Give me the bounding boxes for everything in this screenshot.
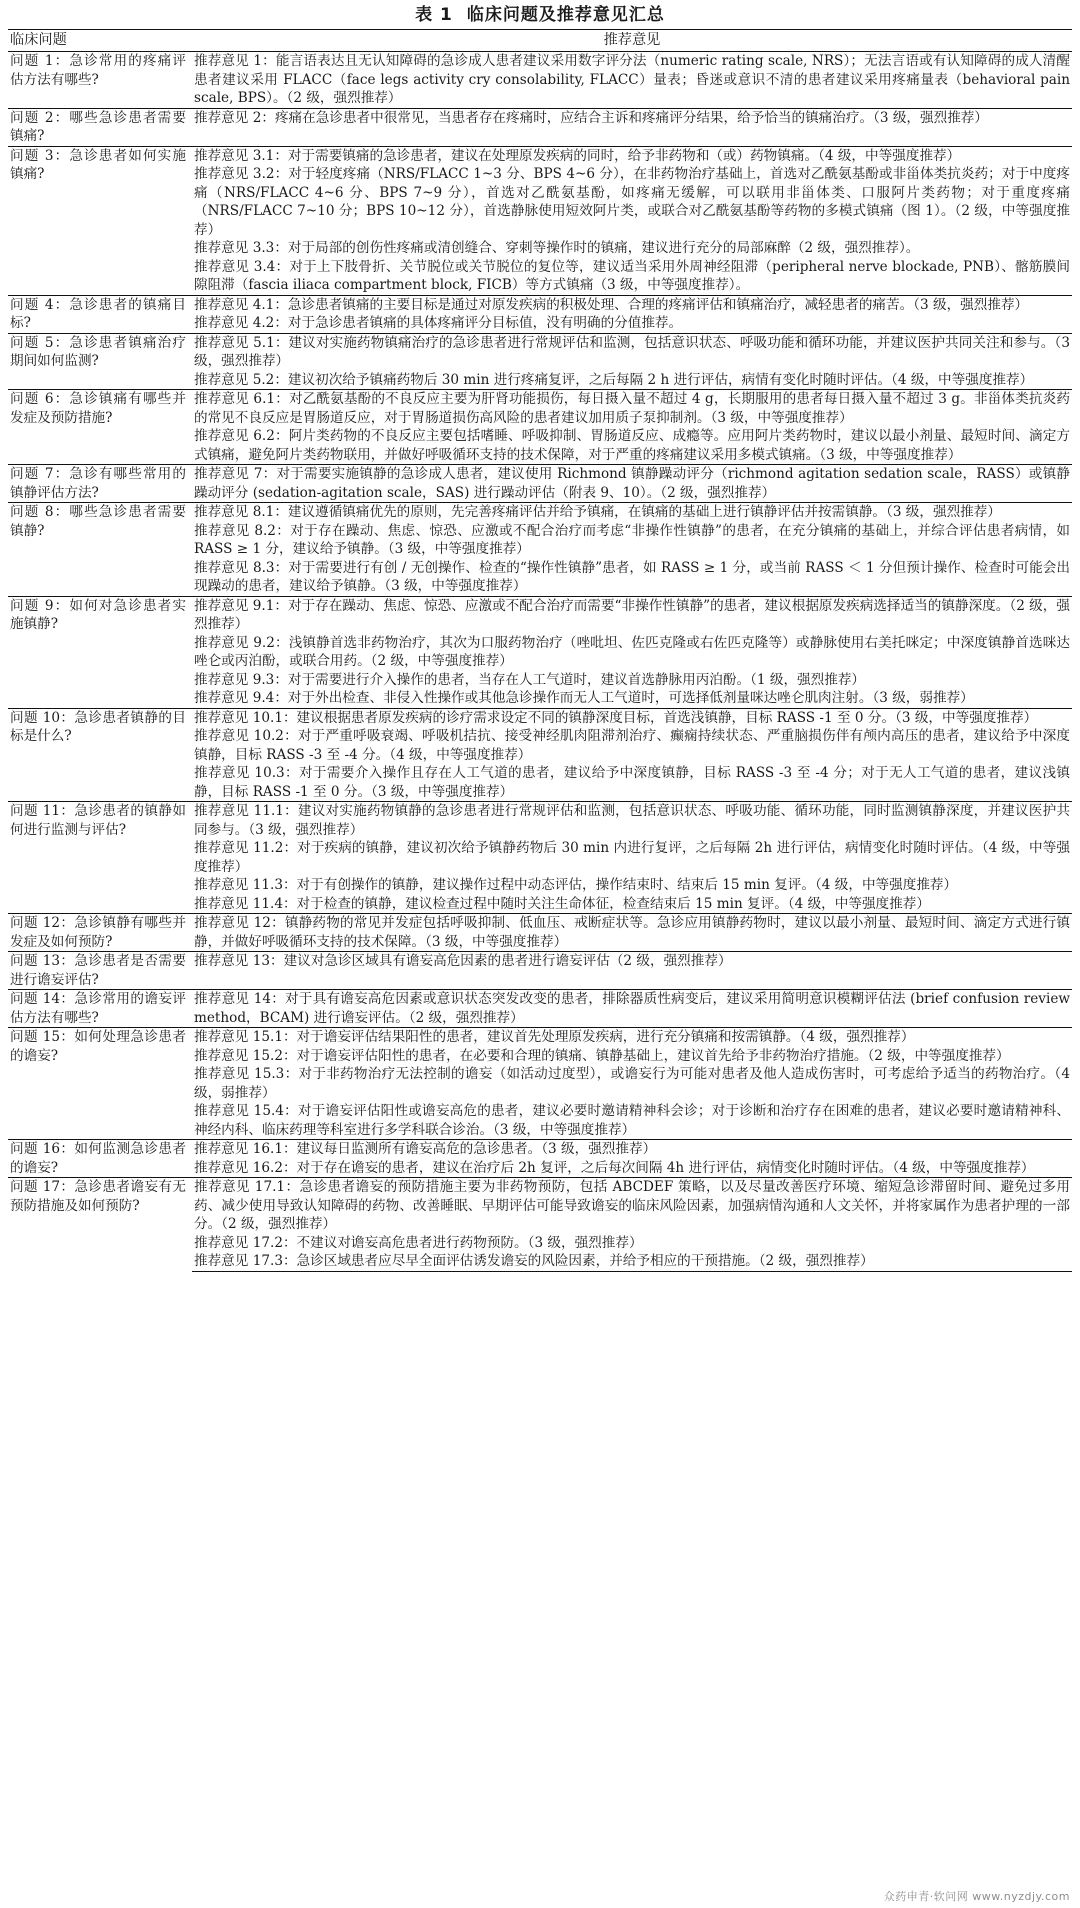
recommendation-cell: 推荐意见 15.2：对于谵妄评估阳性的患者，在必要和合理的镇痛、镇静基础上，建议首先给予非药物治疗措施。（2 级，中等强度推荐）	[194, 1047, 1010, 1064]
question-cell: 问题 12：急诊镇静有哪些并发症及如何预防?	[8, 914, 192, 952]
recommendation-table	[8, 29, 1072, 1272]
recommendation-cell: 推荐意见 3.1：对于需要镇痛的急诊患者，建议在处理原发疾病的同时，给予非药物和（或）药物镇痛。（4 级，中等强度推荐）	[192, 146, 1072, 165]
recommendation-cell: 推荐意见 4.1：急诊患者镇痛的主要目标是通过对原发疾病的积极处理、合理的疼痛评估和镇痛治疗，减轻患者的痛苦。（3 级，强烈推荐）	[192, 295, 1072, 314]
recommendation-cell: 推荐意见 3.2：对于轻度疼痛（NRS/FLACC 1~3 分、BPS 4~6 分），在非药物治疗基础上，首选对乙酰氨基酚或非甾体类抗炎药；对于中度疼痛（NRS/FLACC 4~6 分、BPS 7~9 分），首选对乙酰氨基酚，如疼痛无缓解，可以联用非甾体类、口服阿片类药物；对于重度疼痛（NRS/FLACC 7~10 分；BPS 10~12 分），首选静脉使用短效阿片类，或联合对乙酰氨基酚等药物的多模式镇痛（图 1）。（2 级，中等强度推荐）	[194, 166, 1070, 238]
recommendation-cell: 推荐意见 12：镇静药物的常见并发症包括呼吸抑制、低血压、戒断症状等。急诊应用镇静药物时，建议以最小剂量、最短时间、滴定方式进行镇静，并做好呼吸循环支持的技术保障。（3 级，中等强度推荐）	[194, 915, 1070, 950]
table-row	[8, 1028, 1072, 1047]
question-cell: 问题 3：急诊患者如何实施镇痛?	[8, 146, 192, 295]
recommendation-cell: 推荐意见 3.3：对于局部的创伤性疼痛或清创缝合、穿刺等操作时的镇痛，建议进行充分的局部麻醉（2 级，强烈推荐）。	[194, 240, 920, 256]
recommendation-cell: 推荐意见 11.2：对于疾病的镇静，建议初次给予镇静药物后 30 min 内进行复评，之后每隔 2h 进行评估，病情变化时随时评估。（4 级，中等强度推荐）	[194, 840, 1070, 875]
recommendation-cell: 推荐意见 14：对于具有谵妄高危因素或意识状态突发改变的患者，排除器质性病变后，建议采用简明意识模糊评估法 (brief confusion review method，BCAM) 进行谵妄评估。（2 级，强烈推荐）	[194, 991, 1070, 1026]
question-cell: 问题 13：急诊患者是否需要进行谵妄评估?	[8, 952, 192, 990]
table-header-row	[8, 30, 1072, 52]
question-cell: 问题 15：如何处理急诊患者的谵妄?	[8, 1028, 192, 1140]
recommendation-cell: 推荐意见 17.2：不建议对谵妄高危患者进行药物预防。（3 级，强烈推荐）	[194, 1234, 643, 1251]
recommendation-cell: 推荐意见 13：建议对急诊区域具有谵妄高危因素的患者进行谵妄评估（2 级，强烈推荐）	[192, 952, 1072, 990]
table-row	[8, 990, 1072, 1028]
table-row	[8, 952, 1072, 990]
watermark: 众药申青·软问网 www.nyzdjy.com	[883, 1890, 1070, 1903]
recommendation-cell: 推荐意见 15.3：对于非药物治疗无法控制的谵妄（如活动过度型），或谵妄行为可能对患者及他人造成伤害时，可考虑给予适当的药物治疗。（4 级，弱推荐）	[194, 1066, 1070, 1101]
table-row	[8, 1140, 1072, 1159]
table-row	[8, 708, 1072, 727]
question-cell: 问题 17：急诊患者谵妄有无预防措施及如何预防?	[8, 1178, 192, 1272]
table-row	[8, 503, 1072, 522]
question-cell: 问题 6：急诊镇痛有哪些并发症及预防措施?	[8, 390, 192, 465]
recommendation-cell: 推荐意见 10.3：对于需要介入操作且存在人工气道的患者，建议给予中深度镇静，目标 RASS -3 至 -4 分；对于无人工气道的患者，建议浅镇静，目标 RASS -1 至 0 分。（3 级，中等强度推荐）	[194, 765, 1070, 800]
question-cell: 问题 14：急诊常用的谵妄评估方法有哪些?	[8, 990, 192, 1028]
recommendation-cell: 推荐意见 5.1：建议对实施药物镇痛治疗的急诊患者进行常规评估和监测，包括意识状态、呼吸功能和循环功能，并建议医护共同关注和参与。（3 级，强烈推荐）	[194, 334, 1070, 369]
table-number: 表 1	[415, 5, 453, 25]
header-question: 临床问题	[8, 30, 192, 52]
question-cell: 问题 16：如何监测急诊患者的谵妄?	[8, 1140, 192, 1178]
recommendation-cell: 推荐意见 10.1：建议根据患者原发疾病的诊疗需求设定不同的镇静深度目标，首选浅镇静，目标 RASS -1 至 0 分。（3 级，中等强度推荐）	[192, 708, 1072, 727]
recommendation-cell: 推荐意见 11.3：对于有创操作的镇静，建议操作过程中动态评估，操作结束时、结束后 15 min 复评。（4 级，中等强度推荐）	[194, 877, 958, 893]
question-cell: 问题 8：哪些急诊患者需要镇静?	[8, 503, 192, 597]
recommendation-cell: 推荐意见 9.2：浅镇静首选非药物治疗，其次为口服药物治疗（唑吡坦、佐匹克隆或右佐匹克隆等）或静脉使用右美托咪定；中深度镇静首选咪达唑仑或丙泊酚，或联合用药。（2 级，中等强度推荐）	[194, 634, 1070, 669]
recommendation-cell: 推荐意见 9.1：对于存在躁动、焦虑、惊恐、应激或不配合治疗而需要“非操作性镇静”的患者，建议根据原发疾病选择适当的镇静深度。（2 级，强烈推荐）	[194, 597, 1070, 632]
question-cell: 问题 1：急诊常用的疼痛评估方法有哪些?	[8, 52, 192, 109]
recommendation-cell: 推荐意见 9.3：对于需要进行介入操作的患者，当存在人工气道时，建议首选静脉用丙泊酚。（1 级，强烈推荐）	[194, 671, 866, 688]
recommendation-cell: 推荐意见 16.2：对于存在谵妄的患者，建议在治疗后 2h 复评，之后每次间隔 4h 进行评估，病情变化时随时评估。（4 级，中等强度推荐）	[194, 1159, 1035, 1176]
table-row	[8, 108, 1072, 146]
recommendation-cell: 推荐意见 5.2：建议初次给予镇痛药物后 30 min 进行疼痛复评，之后每隔 2 h 进行评估，病情有变化时随时评估。（4 级，中等强度推荐）	[194, 371, 1034, 388]
recommendation-cell: 推荐意见 8.2：对于存在躁动、焦虑、惊恐、应激或不配合治疗而考虑“非操作性镇静”的患者，在充分镇痛的基础上，并综合评估患者病情，如 RASS ≥ 1 分，建议给予镇静。（3 级，中等强度推荐）	[194, 522, 1070, 557]
table-row	[8, 465, 1072, 503]
table-body	[8, 52, 1072, 1272]
recommendation-cell: 推荐意见 3.4：对于上下肢骨折、关节脱位或关节脱位的复位等，建议适当采用外周神经阻滞（peripheral nerve blockade, PNB）、髂筋膜间隙阻滞（fascia iliaca compartment block, FICB）等方式镇痛（3 级，中等强度推荐）。	[194, 258, 1070, 293]
recommendation-cell: 推荐意见 15.4：对于谵妄评估阳性或谵妄高危的患者，建议必要时邀请精神科会诊；对于诊断和治疗存在困难的患者，建议必要时邀请精神科、神经内科、临床药理等科室进行多学科联合诊治。（3 级，中等强度推荐）	[194, 1103, 1070, 1138]
recommendation-cell: 推荐意见 17.1：急诊患者谵妄的预防措施主要为非药物预防，包括 ABCDEF 策略，以及尽量改善医疗环境、缩短急诊滞留时间、避免过多用药、减少使用导致认知障碍的药物、改善睡眠、早期评估可能导致谵妄的临床风险因素，加强病情沟通和人文关怀，并将家属作为患者护理的一部分。（2 级，强烈推荐）	[194, 1179, 1070, 1232]
recommendation-cell: 推荐意见 10.2：对于严重呼吸衰竭、呼吸机拮抗、接受神经肌肉阻滞剂治疗、癫痫持续状态、严重脑损伤伴有颅内高压的患者，建议给予中深度镇静，目标 RASS -3 至 -4 分。（4 级，中等强度推荐）	[194, 728, 1070, 763]
question-cell: 问题 7：急诊有哪些常用的镇静评估方法?	[8, 465, 192, 503]
recommendation-cell: 推荐意见 1：能言语表达且无认知障碍的急诊成人患者建议采用数字评分法（numeric rating scale, NRS）；无法言语或有认知障碍的成人清醒患者建议采用 FLACC（face legs activity cry consolability, FLACC）量表；昏迷或意识不清的患者建议采用疼痛量表（behavioral pain scale, BPS）。（2 级，强烈推荐）	[194, 53, 1070, 106]
table-row	[8, 390, 1072, 428]
recommendation-cell: 推荐意见 17.3：急诊区域患者应尽早全面评估诱发谵妄的风险因素，并给予相应的干预措施。（2 级，强烈推荐）	[192, 1252, 1072, 1271]
recommendation-cell: 推荐意见 6.1：对乙酰氨基酚的不良反应主要为肝肾功能损伤，每日摄入量不超过 4 g，长期服用的患者每日摄入量不超过 3 g。非甾体类抗炎药的常见不良反应是胃肠道反应，对于胃肠道损伤高风险的患者建议加用质子泵抑制剂。（3 级，中等强度推荐）	[194, 391, 1070, 426]
recommendation-cell: 推荐意见 8.3：对于需要进行有创 / 无创操作、检查的“操作性镇静”患者，如 RASS ≥ 1 分，或当前 RASS ＜ 1 分但预计操作、检查时可能会出现躁动的患者，建议给予镇静。（3 级，中等强度推荐）	[194, 559, 1070, 594]
table-title-text: 临床问题及推荐意见汇总	[466, 5, 665, 25]
recommendation-cell: 推荐意见 7：对于需要实施镇静的急诊成人患者，建议使用 Richmond 镇静躁动评分（richmond agitation sedation scale，RASS）或镇静躁动评分 (sedation-agitation scale，SAS) 进行躁动评估（附表 9、10）。（2 级，强烈推荐）	[194, 466, 1070, 501]
question-cell: 问题 4：急诊患者的镇痛目标?	[8, 295, 192, 333]
recommendation-cell: 推荐意见 16.1：建议每日监测所有谵妄高危的急诊患者。（3 级，强烈推荐）	[192, 1140, 1072, 1159]
header-recommendation: 推荐意见	[192, 30, 1072, 52]
table-row	[8, 1178, 1072, 1234]
question-cell: 问题 9：如何对急诊患者实施镇静?	[8, 596, 192, 708]
recommendation-cell: 推荐意见 6.2：阿片类药物的不良反应主要包括嗜睡、呼吸抑制、胃肠道反应、成瘾等。应用阿片类药物时，建议以最小剂量、最短时间、滴定方式镇痛，避免阿片类药物联用，并做好呼吸循环支持的技术保障，对于严重的疼痛建议采用多模式镇痛。（3 级，中等强度推荐）	[194, 428, 1070, 463]
table-row	[8, 596, 1072, 634]
question-cell: 问题 2：哪些急诊患者需要镇痛?	[8, 108, 192, 146]
table-row	[8, 802, 1072, 840]
recommendation-cell: 推荐意见 15.1：对于谵妄评估结果阳性的患者，建议首先处理原发疾病，进行充分镇痛和按需镇静。（4 级，强烈推荐）	[192, 1028, 1072, 1047]
question-cell: 问题 5：急诊患者镇痛治疗期间如何监测?	[8, 333, 192, 390]
table-row	[8, 146, 1072, 165]
table-row	[8, 52, 1072, 109]
recommendation-cell: 推荐意见 2：疼痛在急诊患者中很常见，当患者存在疼痛时，应结合主诉和疼痛评分结果，给予恰当的镇痛治疗。（3 级，强烈推荐）	[192, 108, 1072, 146]
table-row	[8, 914, 1072, 952]
table-row	[8, 333, 1072, 371]
recommendation-cell: 推荐意见 9.4：对于外出检查、非侵入性操作或其他急诊操作而无人工气道时，可选择低剂量咪达唑仑肌肉注射。（3 级，弱推荐）	[194, 690, 974, 706]
table-row	[8, 295, 1072, 314]
question-cell: 问题 11：急诊患者的镇静如何进行监测与评估?	[8, 802, 192, 914]
recommendation-cell: 推荐意见 11.1：建议对实施药物镇静的急诊患者进行常规评估和监测，包括意识状态、呼吸功能、循环功能，同时监测镇静深度，并建议医护共同参与。（3 级，强烈推荐）	[194, 803, 1070, 838]
recommendation-cell: 推荐意见 11.4：对于检查的镇静，建议检查过程中随时关注生命体征，检查结束后 15 min 复评。（4 级，中等强度推荐）	[194, 895, 930, 912]
table-title	[8, 4, 1072, 26]
question-cell: 问题 10：急诊患者镇静的目标是什么?	[8, 708, 192, 802]
recommendation-cell: 推荐意见 8.1：建议遵循镇痛优先的原则，先完善疼痛评估并给予镇痛，在镇痛的基础上进行镇静评估并按需镇静。（3 级，强烈推荐）	[192, 503, 1072, 522]
recommendation-cell: 推荐意见 4.2：对于急诊患者镇痛的具体疼痛评分目标值，没有明确的分值推荐。	[194, 315, 683, 331]
